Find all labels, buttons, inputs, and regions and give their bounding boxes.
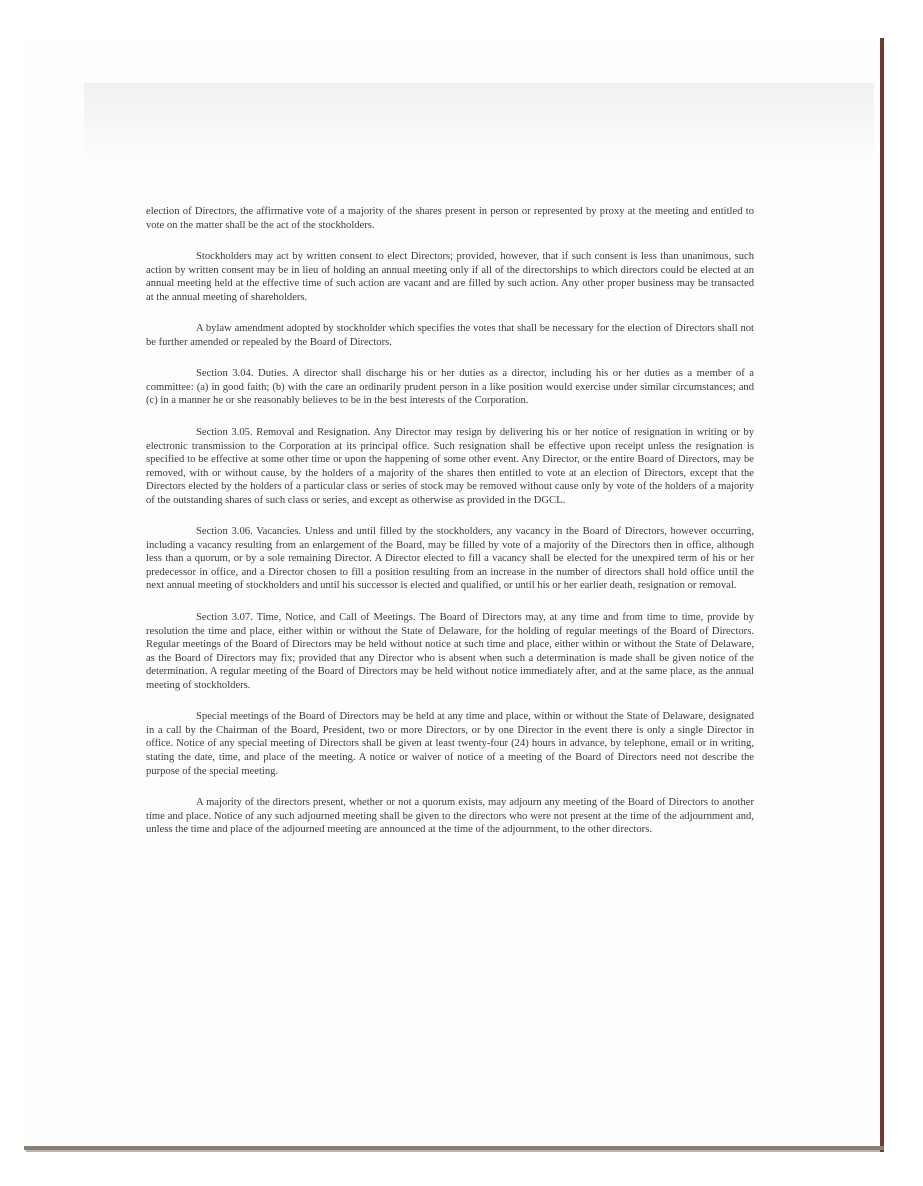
paragraph-written-consent: Stockholders may act by written consent to elect Directors; provided, however, that if such consent is less than unanimous, such action by written consent may be in lieu of holding an annual meeting only if all of the directorships to which directors could be elected at an annual meeting held at the effective time of such action are vacant and are filled by such action. Any other proper business may be transacted at the annual meeting of shareholders. — [146, 251, 754, 303]
page-edge-right — [880, 38, 884, 1152]
paragraph-section-3-07-meetings: Section 3.07. Time, Notice, and Call of Meetings. The Board of Directors may, at any time and from time to time, provide by resolution the time and place, either within or without the State of Delaware, for the holding of regular meetings of the Board of Directors. Regular meetings of the Board of Directors may be held without notice at such time and place, either within or without the State of Delaware, as the Board of Directors may fix; provided that any Director who is absent when such a determination is made shall be given notice of the determination. A regular meeting of the Board of Directors may be held without notice immediately after, and at the same place, as the annual meeting of stockholders. — [146, 612, 754, 691]
paragraph-section-3-04-duties: Section 3.04. Duties. A director shall discharge his or her duties as a director, including his or her duties as a member of a committee: (a) in good faith; (b) with the care an ordinarily prudent person in a like position would exercise under similar circumstances; and (c) in a manner he or she reasonably believes to be in the best interests of the Corporation. — [146, 368, 754, 407]
paragraph-bylaw-amendment: A bylaw amendment adopted by stockholder which specifies the votes that shall be necessary for the election of Directors shall not be further amended or repealed by the Board of Directors. — [146, 323, 754, 348]
paragraph-adjourn: A majority of the directors present, whether or not a quorum exists, may adjourn any meeting of the Board of Directors to another time and place. Notice of any such adjourned meeting shall be given to the directors who were not present at the time of the adjournment and, unless the time and place of the adjourned meeting are announced at the time of the adjournment, to the other directors. — [146, 797, 754, 836]
page-edge-bottom — [24, 1146, 884, 1150]
document-body — [146, 205, 754, 855]
paragraph-section-3-05-removal: Section 3.05. Removal and Resignation. Any Director may resign by delivering his or her notice of resignation in writing or by electronic transmission to the Corporation at its principal office. Such resignation shall be effective upon receipt unless the resignation is specified to be effective at some other time or upon the happening of some other event. Any Director, or the entire Board of Directors, may be removed, with or without cause, by the holders of a majority of the shares then entitled to vote at an election of Directors, except that the Directors elected by the holders of a particular class or series of stock may be removed without cause only by vote of the holders of a majority of the outstanding shares of such class or series, and except as otherwise as provided in the DGCL. — [146, 427, 754, 506]
paragraph-special-meetings: Special meetings of the Board of Directors may be held at any time and place, within or without the State of Delaware, designated in a call by the Chairman of the Board, President, two or more Directors, or by one Director in the event there is only a single Director in office. Notice of any special meeting of Directors shall be given at least twenty-four (24) hours in advance, by telephone, email or in writing, stating the date, time, and place of the meeting. A notice or waiver of notice of a meeting of the Board of Directors need not describe the purpose of the special meeting. — [146, 711, 754, 777]
paragraph-election-majority: election of Directors, the affirmative vote of a majority of the shares present in person or represented by proxy at the meeting and entitled to vote on the matter shall be the act of the stockholders. — [146, 206, 754, 231]
scan-smudge — [84, 83, 874, 163]
paragraph-section-3-06-vacancies: Section 3.06. Vacancies. Unless and until filled by the stockholders, any vacancy in the Board of Directors, however occurring, including a vacancy resulting from an enlargement of the Board, may be filled by vote of a majority of the Directors then in office, although less than a quorum, or by a sole remaining Director. A Director elected to fill a vacancy shall be elected for the unexpired term of his or her predecessor in office, and a Director chosen to fill a position resulting from an increase in the number of directors shall hold office until the next annual meeting of stockholders and until his successor is elected and qualified, or until his or her earlier death, resignation or removal. — [146, 526, 754, 592]
